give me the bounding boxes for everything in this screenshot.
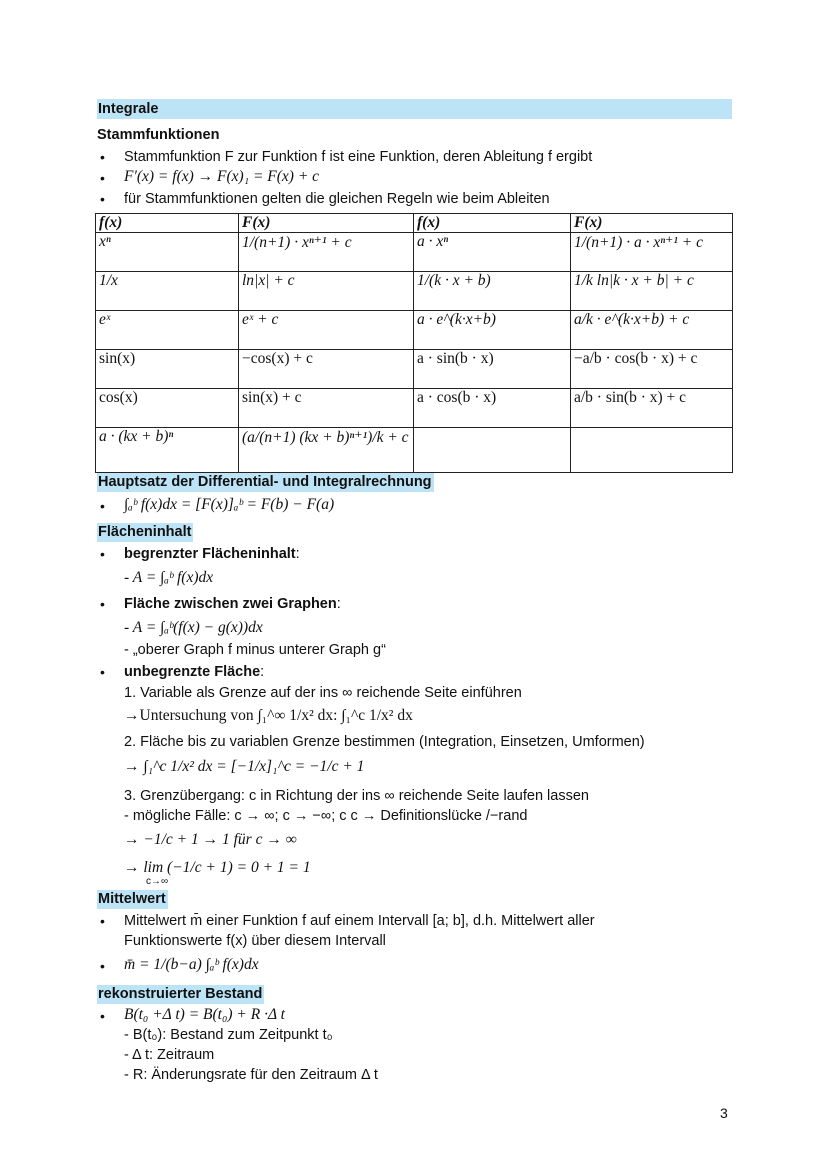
step3-formula-1: → −1/c + 1 → 1 für c → ∞ [124, 831, 297, 848]
bestand-note-2: - Δ t: Zeitraum [124, 1047, 215, 1063]
hauptsatz-formula: ∫ₐᵇ f(x)dx = [F(x)]ₐᵇ = F(b) − F(a) [124, 496, 335, 513]
table-cell: −a/b · cos(b · x) + c [571, 350, 733, 389]
table-cell: 1/x [96, 272, 239, 311]
bullet-icon: • [100, 170, 105, 186]
table-cell: a · (kx + b)ⁿ [96, 428, 239, 473]
table-cell: sin(x) + c [239, 389, 414, 428]
table-cell [571, 428, 733, 473]
stammfunktion-formula: F′(x) = f(x) → F(x)₁ = F(x) + c [124, 168, 320, 185]
stammfunktion-definition: Stammfunktion F zur Funktion f ist eine Funktion, deren Ableitung f ergibt [124, 149, 593, 165]
bullet-icon: • [100, 958, 105, 974]
table-cell: 1/(n+1) · a · xⁿ⁺¹ + c [571, 233, 733, 272]
table-cell: 1/(n+1) · xⁿ⁺¹ + c [239, 233, 414, 272]
table-cell: −cos(x) + c [239, 350, 414, 389]
hauptsatz-heading: Hauptsatz der Differential- und Integralrechnung [98, 474, 432, 490]
begrenzt-label-text: begrenzter Flächeninhalt [124, 546, 296, 562]
table-row [96, 428, 733, 473]
table-row [96, 311, 733, 350]
step1-text: 1. Variable als Grenze auf der ins ∞ reichende Seite einführen [124, 685, 522, 701]
table-cell: (a/(n+1) (kx + b)ⁿ⁺¹)/k + c [239, 428, 414, 473]
table-cell: a/k · e^(k·x+b) + c [571, 311, 733, 350]
table-cell: a · sin(b · x) [414, 350, 571, 389]
flaeche-heading: Flächeninhalt [98, 524, 192, 540]
bullet-icon: • [100, 546, 105, 562]
stammfunktionen-table [95, 213, 733, 473]
table-cell: a · e^(k·x+b) [414, 311, 571, 350]
table-row [96, 350, 733, 389]
table-cell: a · xⁿ [414, 233, 571, 272]
mittelwert-line1: Mittelwert m̄ einer Funktion f auf einem Intervall [a; b], d.h. Mittelwert aller [124, 913, 595, 929]
zwischen-label [124, 596, 341, 612]
bullet-icon: • [100, 498, 105, 514]
colon: : [336, 596, 341, 612]
table-cell: a/b · sin(b · x) + c [571, 389, 733, 428]
table-cell: 1/k ln|k · x + b| + c [571, 272, 733, 311]
table-header-row [96, 214, 733, 233]
table-cell: cos(x) [96, 389, 239, 428]
bestand-heading: rekonstruierter Bestand [98, 986, 263, 1002]
limit-subscript: c→∞ [146, 876, 169, 887]
table-cell: xⁿ [96, 233, 239, 272]
unbegrenzt-label-text: unbegrenzte Fläche [124, 664, 261, 680]
zwischen-label-text: Fläche zwischen zwei Graphen [124, 596, 337, 612]
table-header-cell: F(x) [571, 214, 733, 233]
table-cell: eˣ [96, 311, 239, 350]
colon: : [260, 664, 265, 680]
mittelwert-formula: m̄ = 1/(b−a) ∫ₐᵇ f(x)dx [124, 956, 259, 973]
table-header-cell: f(x) [414, 214, 571, 233]
table-cell: 1/(k · x + b) [414, 272, 571, 311]
bestand-formula: B(t₀ +Δ t) = B(t₀) + R ·Δ t [124, 1006, 285, 1023]
table-cell: ln|x| + c [239, 272, 414, 311]
step3-cases: - mögliche Fälle: c → ∞; c → −∞; c c → Definitionslücke /−rand [124, 808, 528, 824]
step1-formula: →Untersuchung von ∫₁^∞ 1/x² dx: ∫₁^c 1/x² dx [124, 707, 413, 724]
begrenzt-label [124, 546, 300, 562]
table-row [96, 389, 733, 428]
bestand-note-1: - B(t₀): Bestand zum Zeitpunkt t₀ [124, 1027, 333, 1043]
step3-formula-2: → lim (−1/c + 1) = 0 + 1 = 1 [124, 859, 311, 876]
step3-text: 3. Grenzübergang: c in Richtung der ins ∞ reichende Seite laufen lassen [124, 788, 589, 804]
bullet-icon: • [100, 664, 105, 680]
step2-text: 2. Fläche bis zu variablen Grenze bestimmen (Integration, Einsetzen, Umformen) [124, 734, 645, 750]
bullet-icon: • [100, 191, 105, 207]
bullet-icon: • [100, 149, 105, 165]
table-cell: sin(x) [96, 350, 239, 389]
unbegrenzt-label [124, 664, 264, 680]
step2-formula: → ∫₁^c 1/x² dx = [−1/x]₁^c = −1/c + 1 [124, 758, 365, 775]
begrenzt-formula: - A = ∫ₐᵇ f(x)dx [124, 569, 214, 586]
bullet-icon: • [100, 1008, 105, 1024]
stammfunktion-rules: für Stammfunktionen gelten die gleichen Regeln wie beim Ableiten [124, 191, 550, 207]
bestand-note-3: - R: Änderungsrate für den Zeitraum Δ t [124, 1067, 378, 1083]
table-cell [414, 428, 571, 473]
section-title: Integrale [97, 99, 732, 119]
table-header-cell: F(x) [239, 214, 414, 233]
bullet-icon: • [100, 913, 105, 929]
page-number: 3 [720, 1105, 728, 1121]
mittelwert-heading: Mittelwert [98, 891, 166, 907]
colon: : [295, 546, 300, 562]
table-row [96, 233, 733, 272]
mittelwert-line2: Funktionswerte f(x) über diesem Intervall [124, 933, 386, 949]
zwischen-formula: - A = ∫ₐᵇ(f(x) − g(x))dx [124, 619, 263, 636]
table-row [96, 272, 733, 311]
table-header-cell: f(x) [96, 214, 239, 233]
table-cell: eˣ + c [239, 311, 414, 350]
stammfunktionen-heading: Stammfunktionen [97, 127, 220, 143]
bullet-icon: • [100, 596, 105, 612]
zwischen-note: - „oberer Graph f minus unterer Graph g“ [124, 642, 386, 658]
table-cell: a · cos(b · x) [414, 389, 571, 428]
